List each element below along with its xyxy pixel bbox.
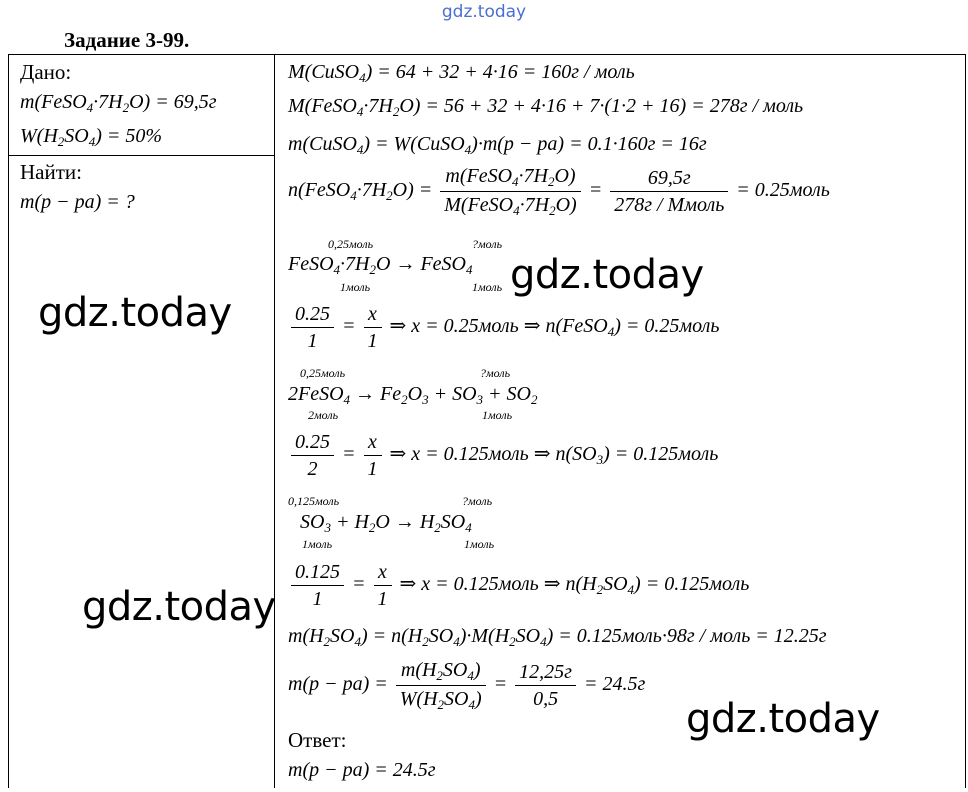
watermark: gdz.today bbox=[82, 584, 276, 630]
watermark: gdz.today bbox=[38, 290, 232, 336]
r1-top-right: ?моль bbox=[472, 237, 503, 251]
given-find-divider bbox=[8, 155, 275, 156]
line-M-CuSO4: M(CuSO$_4$) = 64 + 32 + 4·16 = 160г / моль bbox=[288, 61, 635, 85]
r3-top-right: ?моль bbox=[462, 494, 493, 508]
proportion-1: $\frac{0.25}{1}$ = $\frac{x}{1}$ ⇒ x = 0.25моль ⇒ n(FeSO$_4$) = 0.25моль bbox=[288, 304, 719, 351]
proportion-3: $\frac{0.125}{1}$ = $\frac{x}{1}$ ⇒ x = 0.125моль ⇒ $n(H_2SO_4)$ = 0.125моль bbox=[288, 562, 749, 609]
r1-bottom-right: 1моль bbox=[472, 280, 503, 294]
proportion-2: $\frac{0.25}{2}$ = $\frac{x}{1}$ ⇒ x = 0.125моль ⇒ $n(SO_3)$ = 0.125моль bbox=[288, 432, 718, 479]
answer-value: m(p − pa) = 24.5г bbox=[288, 759, 436, 781]
line-m-CuSO4: m(CuSO$_4$) = W(CuSO$_4$)·m(p − pa) = 0.1·160г = 16г bbox=[288, 133, 707, 157]
reaction-2: 2FeSO$_4$ → $Fe_2O_3 + SO_3 + SO_2$ bbox=[288, 383, 538, 407]
r2-bottom-left: 2моль bbox=[308, 408, 339, 422]
r2-top-right: ?моль bbox=[480, 366, 511, 380]
r3-bottom-right: 1моль bbox=[464, 537, 495, 551]
r1-bottom-left: 1моль bbox=[340, 280, 371, 294]
line-M-hydrate: $M(FeSO_4\cdot 7H_2O) = 56 + 32 + 4\cdot 16 + 7\cdot(1\cdot 2 + 16) = 278г$ / моль bbox=[288, 95, 804, 119]
problem-title: Задание 3-99. bbox=[64, 28, 190, 52]
given-label: Дано: bbox=[20, 60, 72, 84]
line-m-acid: $m(H_2SO_4) = n(H_2SO_4)\cdot M(H_2SO_4)$ = 0.125моль·98г / моль = 12.25г bbox=[288, 625, 827, 649]
find-mass-solution: m(p − pa) = ? bbox=[20, 191, 135, 213]
find-label: Найти: bbox=[20, 160, 82, 184]
watermark: gdz.today bbox=[510, 252, 704, 298]
watermark: gdz.today bbox=[686, 696, 880, 742]
column-divider bbox=[274, 54, 275, 788]
r3-top-left: 0,125моль bbox=[288, 494, 340, 508]
r3-bottom-left: 1моль bbox=[302, 537, 333, 551]
line-m-solution: m(p − pa) = $\frac{m(H_2SO_4)}{W(H_2SO_4)}$ = $\frac{12,25г}{0,5}$ = 24.5г bbox=[288, 659, 646, 712]
r2-bottom-right: 1моль bbox=[482, 408, 513, 422]
given-mass-hydrate: $m(FeSO_4\cdot 7H_2O) = 69,5г$ bbox=[20, 91, 217, 115]
reaction-3: $SO_3 + H_2O \to H_2SO_4$ bbox=[300, 511, 472, 535]
r2-top-left: 0,25моль bbox=[300, 366, 346, 380]
answer-label: Ответ: bbox=[288, 728, 347, 752]
watermark-top: gdz.today bbox=[441, 2, 527, 22]
reaction-1: $FeSO_4\cdot 7H_2O$ → FeSO$_4$ bbox=[288, 253, 473, 277]
given-w-acid: $W(H_2SO_4) = 50\%$ bbox=[20, 125, 163, 149]
line-n-hydrate: $n(FeSO_4\cdot 7H_2O)$ = $\frac{m(FeSO_4\cdot 7H_2O)}{M(FeSO_4\cdot 7H_2O)}$ = $\frac{69,5г}{\text{278г / Ммоль}}$ = 0.25моль bbox=[288, 165, 830, 218]
r1-top-left: 0,25моль bbox=[328, 237, 374, 251]
